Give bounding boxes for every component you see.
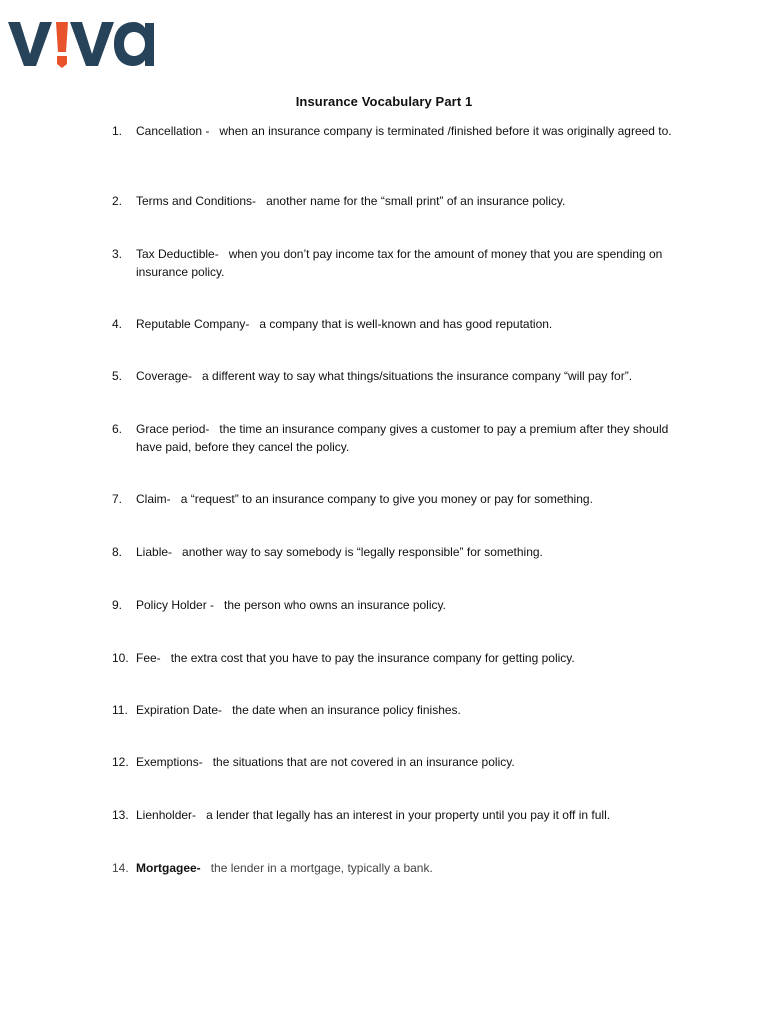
item-term: Coverage-	[136, 369, 193, 383]
item-term: Lienholder-	[136, 808, 197, 822]
item-number: 4.	[112, 317, 123, 331]
document-title: Insurance Vocabulary Part 1	[295, 94, 473, 109]
item-definition: a different way to say what things/situations the insurance company “will pay for”.	[202, 369, 633, 383]
item-definition: the person who owns an insurance policy.	[224, 598, 446, 612]
item-definition: the situations that are not covered in an insurance policy.	[212, 755, 515, 769]
item-body	[136, 245, 672, 281]
vocabulary-item	[112, 490, 672, 508]
vocabulary-item	[112, 649, 672, 667]
item-term: Fee-	[136, 651, 161, 665]
vocabulary-item	[112, 192, 672, 210]
item-definition: when you don’t pay income tax for the amount of money that you are spending on insurance policy.	[136, 247, 663, 279]
item-term: Tax Deductible-	[136, 247, 219, 261]
item-definition: the time an insurance company gives a customer to pay a premium after they should have paid, before they cancel the policy.	[136, 422, 669, 454]
item-number: 10.	[112, 651, 129, 665]
item-body	[136, 649, 672, 667]
item-number: 6.	[112, 422, 123, 436]
item-definition: another way to say somebody is “legally responsible” for something.	[182, 545, 543, 559]
item-body	[136, 420, 672, 456]
item-term: Liable-	[136, 545, 173, 559]
item-number: 11.	[112, 703, 128, 717]
item-number: 13.	[112, 808, 129, 822]
item-body	[136, 859, 672, 877]
item-number: 14.	[112, 861, 129, 875]
item-number: 5.	[112, 369, 123, 383]
vocabulary-item	[112, 596, 672, 614]
item-body	[136, 367, 672, 385]
vocabulary-item	[112, 543, 672, 561]
vocabulary-item	[112, 420, 672, 456]
vocabulary-item	[112, 753, 672, 771]
item-definition: a lender that legally has an interest in your property until you pay it off in full.	[206, 808, 611, 822]
item-definition: a company that is well-known and has good reputation.	[259, 317, 553, 331]
item-term: Mortgagee-	[136, 861, 201, 875]
item-term: Reputable Company-	[136, 317, 250, 331]
item-definition: the lender in a mortgage, typically a bank.	[210, 861, 433, 875]
vocabulary-item	[112, 859, 672, 877]
item-definition: a “request” to an insurance company to give you money or pay for something.	[180, 492, 593, 506]
vocabulary-item	[112, 806, 672, 824]
item-term: Expiration Date-	[136, 703, 223, 717]
item-body	[136, 753, 672, 771]
item-definition: another name for the “small print” of an insurance policy.	[266, 194, 566, 208]
item-definition: the extra cost that you have to pay the insurance company for getting policy.	[170, 651, 575, 665]
item-number: 9.	[112, 598, 123, 612]
item-number: 7.	[112, 492, 123, 506]
item-body	[136, 490, 672, 508]
item-term: Terms and Conditions-	[136, 194, 257, 208]
item-body	[136, 315, 672, 333]
item-term: Claim-	[136, 492, 171, 506]
item-definition: when an insurance company is terminated /finished before it was originally agreed to.	[219, 124, 672, 138]
item-body	[136, 543, 672, 561]
item-term: Policy Holder -	[136, 598, 215, 612]
item-definition: the date when an insurance policy finishes.	[232, 703, 461, 717]
item-term: Exemptions-	[136, 755, 203, 769]
item-term: Cancellation -	[136, 124, 210, 138]
viva-logo-mark	[6, 14, 156, 74]
item-body	[136, 701, 672, 719]
item-term: Grace period-	[136, 422, 210, 436]
item-number: 12.	[112, 755, 129, 769]
viva-logo	[6, 14, 156, 74]
item-number: 2.	[112, 194, 123, 208]
item-number: 8.	[112, 545, 123, 559]
vocabulary-item	[112, 701, 672, 719]
vocabulary-item	[112, 122, 672, 140]
item-body	[136, 806, 672, 824]
vocabulary-item	[112, 367, 672, 385]
vocabulary-item	[112, 315, 672, 333]
vocabulary-item	[112, 245, 672, 281]
item-number: 1.	[112, 124, 123, 138]
item-number: 3.	[112, 247, 123, 261]
item-body	[136, 192, 672, 210]
item-body	[136, 596, 672, 614]
item-body	[136, 122, 672, 140]
